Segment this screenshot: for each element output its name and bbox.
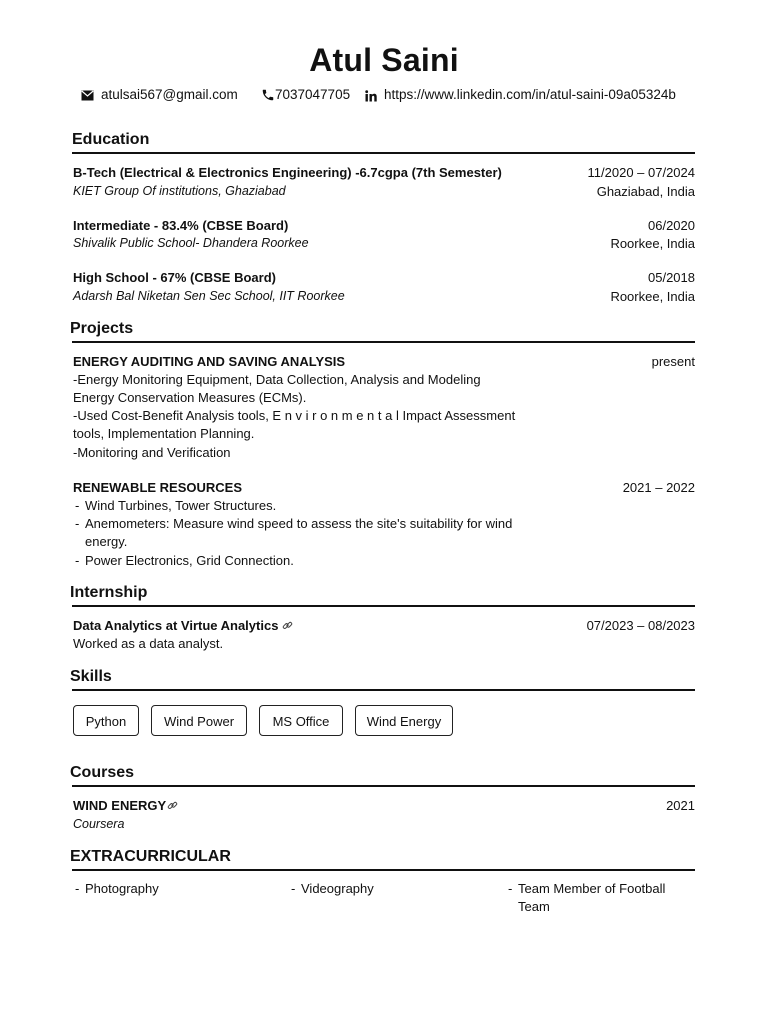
education-institution: Adarsh Bal Niketan Sen Sec School, IIT Roorkee	[73, 289, 345, 303]
linkedin-link[interactable]: https://www.linkedin.com/in/atul-saini-09a05324b	[384, 87, 676, 102]
project-title: ENERGY AUDITING AND SAVING ANALYSIS	[73, 354, 346, 369]
project-bullet: Power Electronics, Grid Connection.	[85, 553, 294, 568]
extracurricular-item: Photography	[85, 881, 159, 896]
section-title-projects: Projects	[70, 320, 134, 337]
skill-chip: Wind Energy	[355, 705, 453, 736]
bullet-dash: -	[291, 881, 296, 896]
section-divider	[72, 341, 695, 343]
section-title-education: Education	[72, 131, 150, 148]
link-icon[interactable]	[167, 800, 178, 811]
extracurricular-item-continuation: Team	[518, 899, 550, 914]
education-dates: 11/2020 – 07/2024	[587, 165, 695, 180]
course-year: 2021	[666, 798, 695, 813]
project-title: RENEWABLE RESOURCES	[73, 480, 243, 495]
project-description-line: tools, Implementation Planning.	[73, 426, 255, 441]
course-provider: Coursera	[73, 817, 125, 831]
section-divider	[72, 869, 695, 871]
project-bullet: Wind Turbines, Tower Structures.	[85, 498, 277, 513]
education-institution: KIET Group Of institutions, Ghaziabad	[73, 184, 286, 198]
candidate-name: Atul Saini	[309, 42, 459, 78]
bullet-dash: -	[508, 881, 513, 896]
education-location: Roorkee, India	[610, 289, 695, 304]
project-bullet: Anemometers: Measure wind speed to assess the site's suitability for wind	[85, 516, 513, 531]
bullet-dash: -	[75, 553, 80, 568]
section-divider	[72, 152, 695, 154]
phone-icon	[261, 88, 275, 102]
section-title-extracurricular: EXTRACURRICULAR	[70, 848, 231, 865]
email-link[interactable]: atulsai567@gmail.com	[101, 87, 238, 102]
section-title-skills: Skills	[70, 668, 112, 685]
education-dates: 05/2018	[648, 270, 695, 285]
project-description-line: -Energy Monitoring Equipment, Data Collection, Analysis and Modeling	[73, 372, 481, 387]
extracurricular-item: Team Member of Football	[518, 881, 666, 896]
education-degree: High School - 67% (CBSE Board)	[73, 270, 276, 285]
bullet-dash: -	[75, 498, 80, 513]
project-description-line: -Used Cost-Benefit Analysis tools, E n v i r o n m e n t a l Impact Assessment	[73, 408, 516, 423]
education-dates: 06/2020	[648, 218, 695, 233]
phone-number[interactable]: 7037047705	[275, 87, 351, 102]
link-icon[interactable]	[282, 620, 293, 631]
section-title-internship: Internship	[70, 584, 148, 601]
project-description-line: Energy Conservation Measures (ECMs).	[73, 390, 307, 405]
envelope-icon	[81, 90, 94, 101]
bullet-dash: -	[75, 881, 80, 896]
linkedin-icon	[365, 90, 377, 102]
project-date: present	[651, 354, 695, 369]
section-title-courses: Courses	[70, 764, 135, 781]
bullet-dash: -	[75, 516, 80, 531]
education-location: Roorkee, India	[610, 236, 695, 251]
section-divider	[72, 689, 695, 691]
project-description-line: -Monitoring and Verification	[73, 445, 231, 460]
education-degree: Intermediate - 83.4% (CBSE Board)	[73, 218, 289, 233]
project-date: 2021 – 2022	[622, 480, 695, 495]
internship-description: Worked as a data analyst.	[73, 636, 224, 651]
course-name: WIND ENERGY	[73, 798, 167, 813]
skill-chip: Wind Power	[151, 705, 247, 736]
skill-chip: MS Office	[259, 705, 343, 736]
skill-chip: Python	[73, 705, 139, 736]
extracurricular-item: Videography	[301, 881, 374, 896]
education-institution: Shivalik Public School- Dhandera Roorkee	[73, 236, 309, 250]
education-degree: B-Tech (Electrical & Electronics Engineering) -6.7cgpa (7th Semester)	[73, 165, 502, 180]
internship-dates: 07/2023 – 08/2023	[586, 618, 695, 633]
section-divider	[72, 605, 695, 607]
education-location: Ghaziabad, India	[596, 184, 695, 199]
internship-role: Data Analytics at Virtue Analytics	[73, 618, 279, 633]
section-divider	[72, 785, 695, 787]
project-bullet-continuation: energy.	[85, 534, 128, 549]
